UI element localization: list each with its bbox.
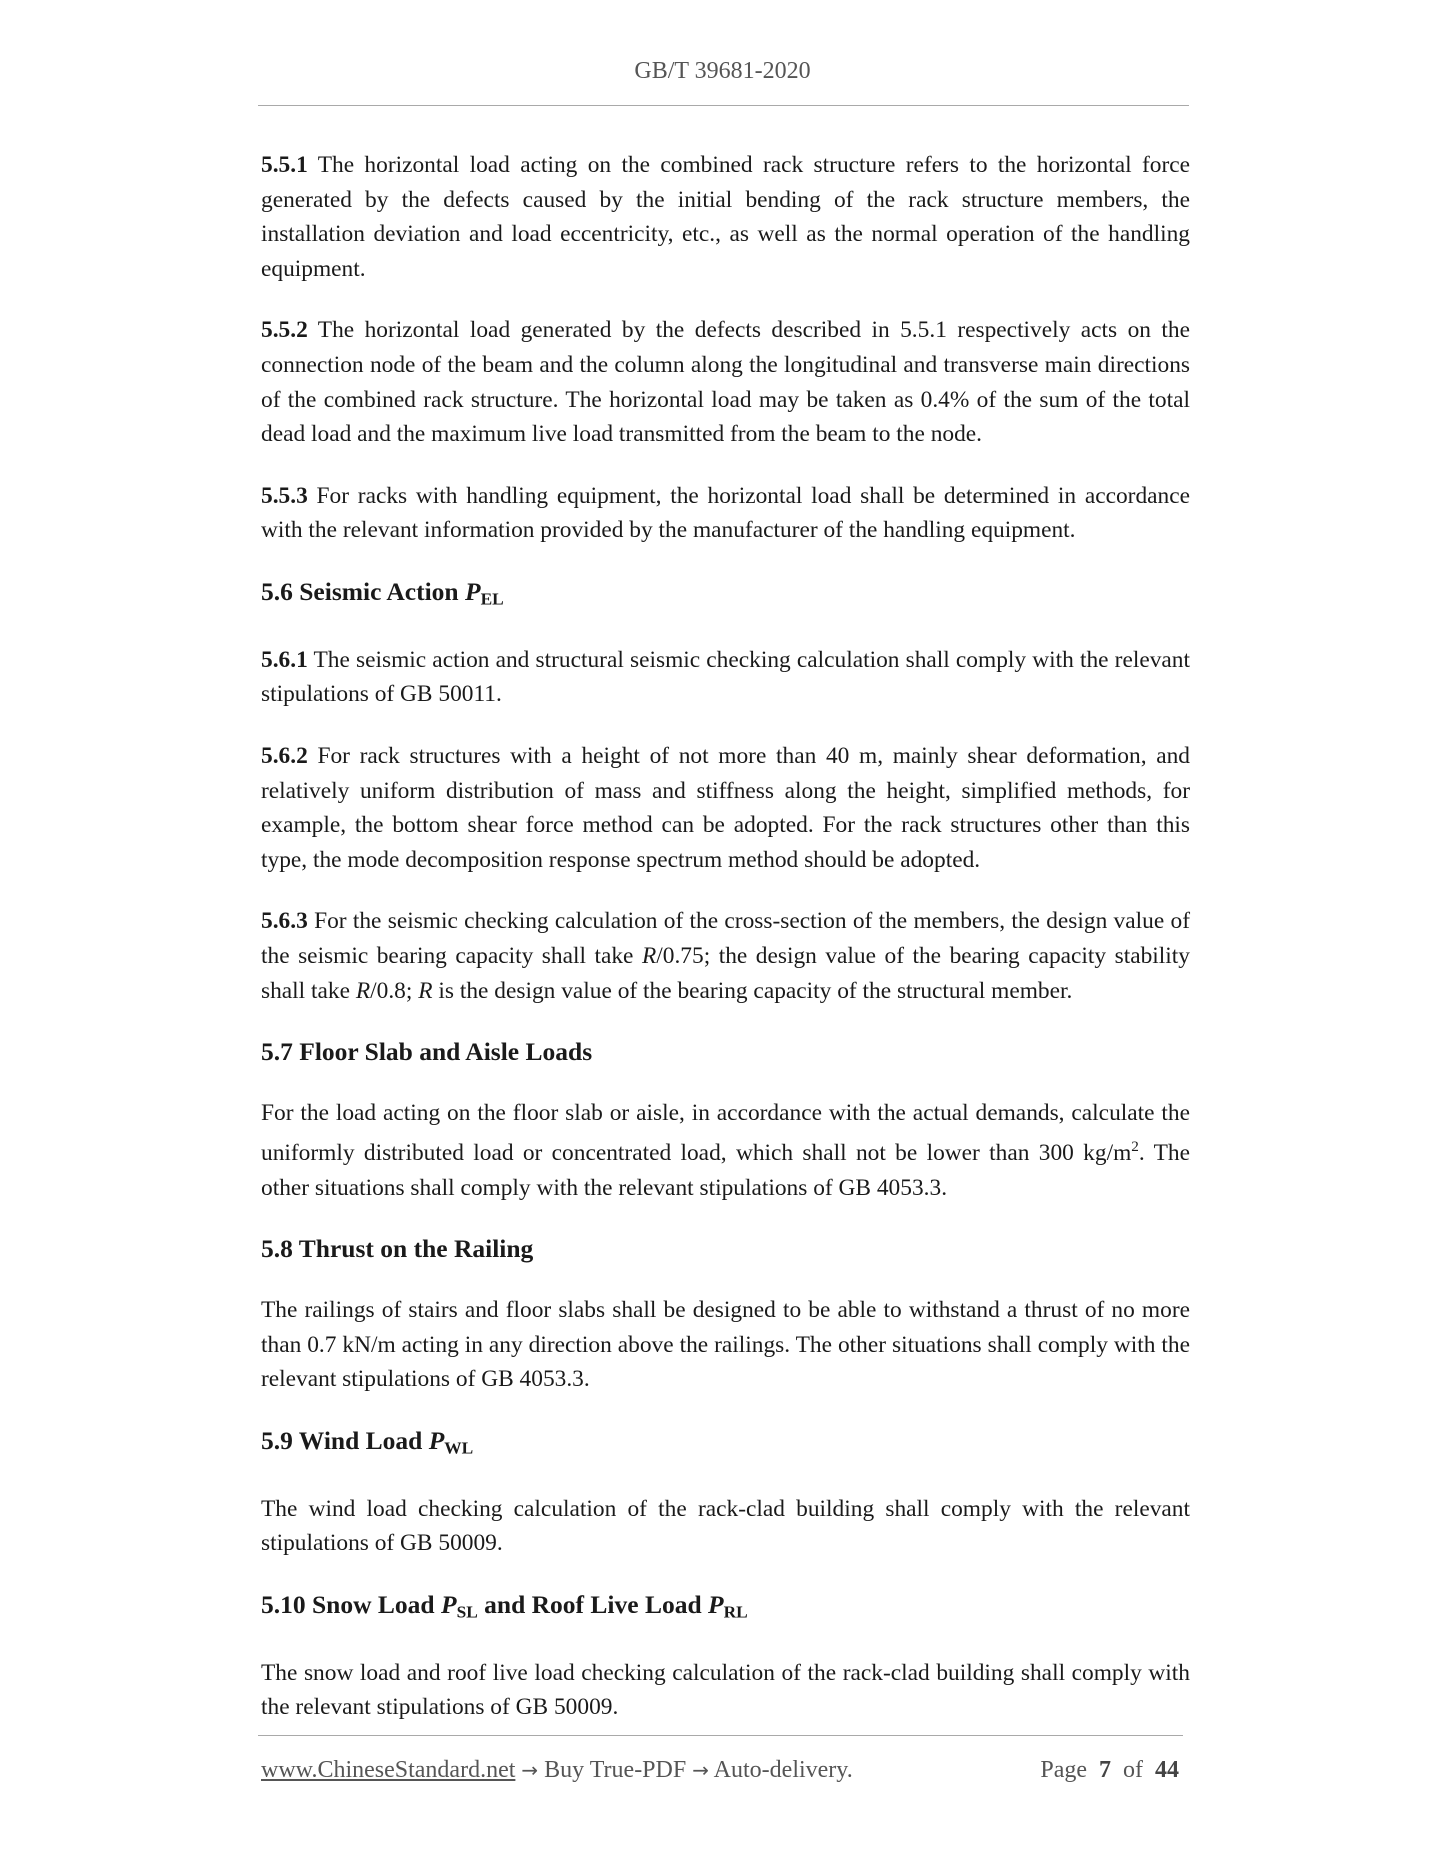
paragraph-5-9: The wind load checking calculation of the rack-clad building shall comply with the relevant stipulations of GB 50009.: [261, 1495, 1190, 1557]
clause-number: 5.6.1: [261, 646, 308, 673]
clause-number: 5.5.3: [261, 482, 308, 509]
clause-5-5-3: [261, 479, 1190, 548]
clause-5-6-1: [261, 643, 1190, 712]
paragraph-5-10: The snow load and roof live load checking calculation of the rack-clad building shall comply with the relevant stipulations of GB 50009.: [261, 1659, 1190, 1721]
header-divider: [258, 105, 1189, 106]
paragraph-5-8: The railings of stairs and floor slabs shall be designed to be able to withstand a thrust of no more than 0.7 kN/m acting in any direction above the railings. The other situations shall comply with the relevant stipulations of GB 4053.3.: [261, 1296, 1190, 1393]
clause-number: 5.5.2: [261, 317, 308, 344]
symbol-subscript: SL: [456, 1602, 478, 1622]
paragraph-5-7: For the load acting on the floor slab or aisle, in accordance with the actual demands, calculate the uniformly distributed load or concentrated load, which shall not be lower than 300 $kg/m^2$. The other situations shall comply with the relevant stipulations of GB 4053.3.: [261, 1099, 1190, 1201]
auto-delivery-text: Auto-delivery.: [713, 1757, 853, 1783]
of-label: of: [1123, 1757, 1143, 1783]
document-body: [261, 148, 1190, 1752]
page-number: 7: [1099, 1757, 1111, 1783]
clause-5-6-3: 5.6.3 For the seismic checking calculation of the cross-section of the members, the design value of the seismic bearing capacity shall take R/0.75; the design value of the bearing capacity stability shall take R/0.8; R is the design value of the bearing capacity of the structural member.: [261, 908, 1190, 1004]
section-heading-5-8: 5.8 Thrust on the Railing: [261, 1234, 534, 1264]
footer-divider: [258, 1735, 1183, 1736]
clause-number: 5.5.1: [261, 152, 308, 178]
symbol-subscript: RL: [723, 1602, 748, 1622]
symbol-subscript: EL: [480, 589, 504, 609]
symbol-p: P: [465, 576, 481, 606]
symbol-subscript: WL: [444, 1438, 474, 1458]
clause-text: The horizontal load generated by the defects described in 5.5.1 respectively acts on the connection node of the beam and the column along the longitudinal and transverse main directions of the combined rack structure. The horizontal load may be taken as 0.4% of the sum of the total dead load and the maximum live load transmitted from the beam to the node.: [261, 317, 1190, 448]
clause-5-5-1: [261, 148, 1190, 286]
buy-pdf-text: Buy True-PDF: [544, 1757, 687, 1783]
page-total: 44: [1155, 1757, 1179, 1783]
page-label: Page: [1040, 1757, 1087, 1783]
clause-text: For racks with handling equipment, the horizontal load shall be determined in accordance with the relevant information provided by the manufacturer of the handling equipment.: [261, 482, 1190, 544]
symbol-p: P: [708, 1589, 724, 1619]
clause-text: For rack structures with a height of not more than 40 m, mainly shear deformation, and relatively uniform distribution of mass and stiffness along the height, simplified methods, for example, the bottom shear force method can be adopted. For the rack structures other than this type, the mode decomposition response spectrum method should be adopted.: [261, 743, 1190, 873]
superscript: 2: [1131, 1138, 1139, 1156]
section-heading-5-6: 5.6 Seismic Action $P_{EL}$: [261, 576, 504, 609]
arrow-right-icon: →: [692, 1758, 709, 1782]
clause-text: The horizontal load acting on the combined rack structure refers to the horizontal force generated by the defects caused by the initial bending of the rack structure members, the installation deviation and load eccentricity, etc., as well as the normal operation of the handling equipment.: [261, 152, 1190, 282]
section-heading-5-7: 5.7 Floor Slab and Aisle Loads: [261, 1037, 593, 1067]
page-footer: [261, 1757, 1181, 1784]
clause-5-5-2: [261, 313, 1190, 451]
clause-text: The seismic action and structural seismic checking calculation shall comply with the relevant stipulations of GB 50011.: [261, 646, 1190, 708]
clause-number: 5.6.3: [261, 908, 308, 935]
symbol-r: R: [418, 977, 433, 1004]
site-link[interactable]: www.ChineseStandard.net: [261, 1757, 516, 1783]
clause-number: 5.6.2: [261, 743, 308, 770]
symbol-r: R: [355, 977, 371, 1004]
page-indicator: [1040, 1757, 1179, 1784]
arrow-right-icon: →: [521, 1758, 539, 1782]
symbol-r: R: [641, 943, 657, 970]
symbol-p: P: [440, 1589, 457, 1619]
document-id-header: GB/T 39681-2020: [634, 58, 811, 84]
clause-5-6-2: [261, 739, 1190, 877]
section-heading-5-9: 5.9 Wind Load $P_{WL}$: [261, 1425, 474, 1458]
symbol-p: P: [428, 1425, 445, 1455]
section-heading-5-10: 5.10 Snow Load $P_{SL}$ and Roof Live Load $P_{RL}$: [261, 1589, 748, 1622]
